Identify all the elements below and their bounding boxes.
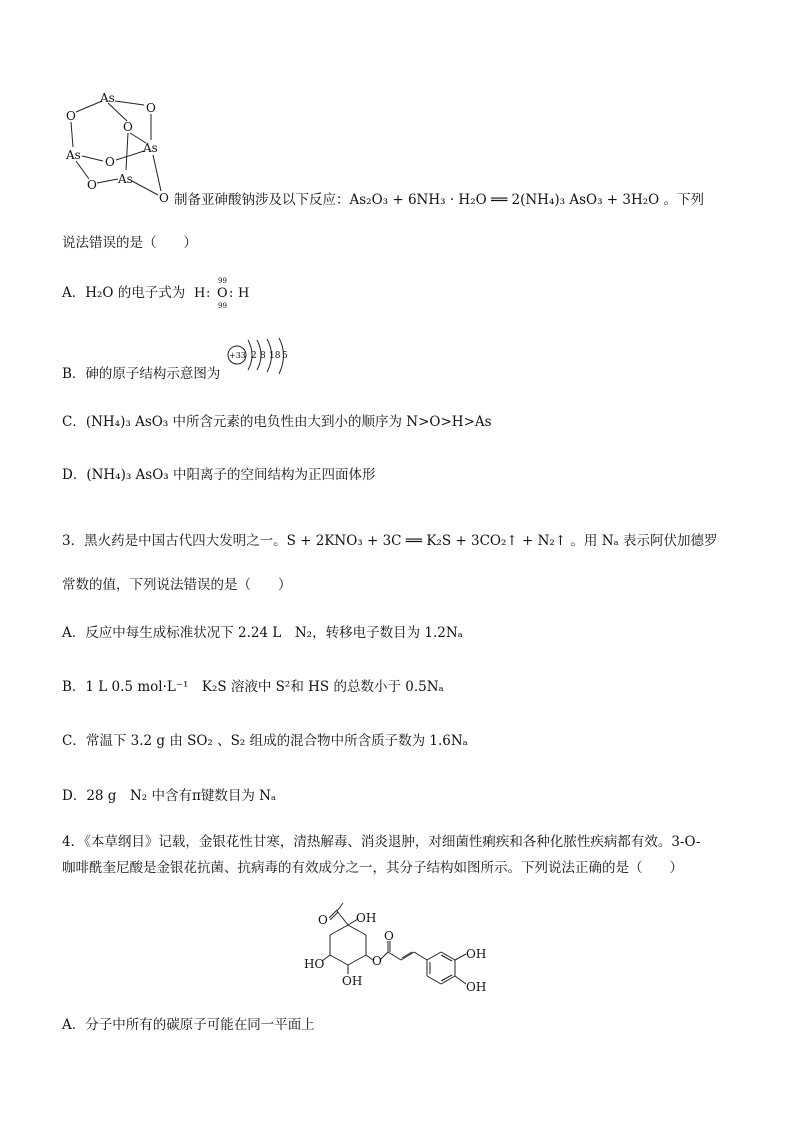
as4o6-atom: O bbox=[123, 120, 133, 134]
q4-stem-line1: 4．《本草纲目》记载，金银花性甘寒，清热解毒、消炎退肿，对细菌性痢疾和各种化脓性疾病都有效。3-O- bbox=[62, 834, 701, 850]
struct-label: OH bbox=[466, 980, 487, 994]
struct-label: OH bbox=[466, 947, 487, 961]
q2-option-d: D．(NH₄)₃ AsO₃ 中阳离子的空间结构为正四面体形 bbox=[62, 467, 376, 483]
struct-label: OH bbox=[342, 974, 363, 988]
formula-h-right: H bbox=[238, 286, 250, 301]
q3-option-a: A．反应中每生成标准状况下 2.24 L N₂，转移电子数目为 1.2Nₐ bbox=[62, 625, 463, 641]
q2-option-b: B．砷的原子结构示意图为 bbox=[62, 366, 221, 382]
q2-stem-line1: 制备亚砷酸钠涉及以下反应：As₂O₃ + 6NH₃ · H₂O ══ 2(NH₄)₃ AsO₃ + 3H₂O 。下列 bbox=[174, 192, 705, 208]
struct-label: O bbox=[384, 929, 394, 943]
as4o6-atom: O bbox=[66, 109, 76, 123]
electron-pair-dot: : bbox=[206, 286, 211, 301]
h2o-electron-formula bbox=[194, 278, 258, 312]
lone-pair-top: 99 bbox=[218, 277, 227, 285]
q3-option-b: B．1 L 0.5 mol·L⁻¹ K₂S 溶液中 S²和 HS 的总数小于 0.5Nₐ bbox=[62, 679, 444, 695]
q2-stem-line2: 说法错误的是（ ） bbox=[62, 235, 197, 251]
struct-label: HO bbox=[304, 957, 325, 971]
caffeoylquinic-acid-structure-diagram bbox=[296, 898, 496, 1000]
shell-electrons: 8 bbox=[260, 351, 266, 361]
as4o6-atom: As bbox=[100, 91, 115, 105]
as4o6-atom: O bbox=[87, 178, 97, 192]
shell-electrons: 5 bbox=[282, 351, 288, 361]
as4o6-atom: As bbox=[143, 141, 158, 155]
q4-stem-line2: 咖啡酰奎尼酸是金银花抗菌、抗病毒的有效成分之一，其分子结构如图所示。下列说法正确的是（ ） bbox=[62, 860, 683, 876]
as4o6-structure-diagram bbox=[58, 85, 188, 210]
formula-o: O bbox=[217, 286, 228, 301]
q3-stem-line1: 3．黑火药是中国古代四大发明之一。S + 2KNO₃ + 3C ══ K₂S + 3CO₂↑ + N₂↑ 。用 Nₐ 表示阿伏加德罗 bbox=[62, 533, 718, 549]
formula-h-left: H bbox=[194, 286, 206, 301]
as4o6-atom: O bbox=[146, 101, 156, 115]
q3-option-c: C．常温下 3.2 g 由 SO₂ 、S₂ 组成的混合物中所含质子数为 1.6Nₐ bbox=[62, 733, 468, 749]
electron-pair-dot: : bbox=[229, 286, 234, 301]
q2-option-c: C．(NH₄)₃ AsO₃ 中所含元素的电负性由大到小的顺序为 N>O>H>As bbox=[62, 414, 492, 430]
lone-pair-bottom: 99 bbox=[218, 302, 227, 310]
struct-label: O bbox=[318, 913, 328, 927]
shell-electrons: 18 bbox=[269, 351, 281, 361]
q3-option-d: D．28 g N₂ 中含有π键数目为 Nₐ bbox=[62, 788, 277, 804]
q3-stem-line2: 常数的值，下列说法错误的是（ ） bbox=[62, 577, 292, 593]
arsenic-atomic-structure-diagram bbox=[226, 336, 298, 378]
struct-label: O bbox=[372, 954, 382, 968]
q2-option-a: A．H₂O 的电子式为 bbox=[62, 285, 186, 301]
as4o6-atom: O bbox=[159, 191, 169, 205]
q4-option-a: A．分子中所有的碳原子可能在同一平面上 bbox=[62, 1017, 315, 1033]
nucleus-charge: +33 bbox=[229, 351, 246, 360]
as4o6-atom: O bbox=[105, 155, 115, 169]
struct-label: OH bbox=[356, 911, 377, 925]
shell-electrons: 2 bbox=[251, 351, 257, 361]
as4o6-atom: As bbox=[66, 148, 81, 162]
as4o6-atom: As bbox=[118, 172, 133, 186]
